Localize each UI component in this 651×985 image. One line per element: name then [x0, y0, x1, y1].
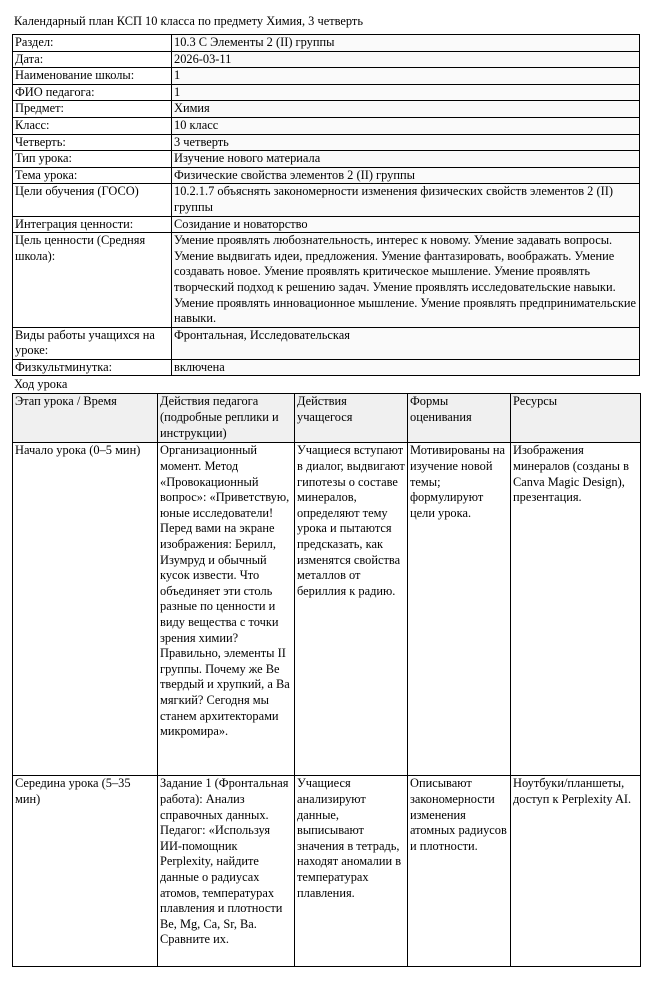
assessment-cell: Описывают закономерности изменения атомных радиусов и плотности. [408, 776, 511, 967]
table-row [13, 776, 641, 967]
info-row [13, 68, 640, 85]
stage-cell: Начало урока (0–5 мин) [13, 443, 158, 776]
column-header: Действия учащегося [295, 394, 408, 443]
info-label: Цели обучения (ГОСО) [13, 184, 172, 216]
info-row [13, 327, 640, 359]
teacher-actions-cell: Организационный момент. Метод «Провокационный вопрос»: «Приветствую, юные исследователи! Перед вами на экране изображения: Берилл, Изумруд и обычный кусок извести. Что объединяет эти столь разные по ценности и виду вещества с точки зрения химии? Правильно, элементы II группы. Почему же Be твердый и хрупкий, а Ba мягкий? Сегодня мы станем архитекторами микромира». [158, 443, 295, 776]
info-row [13, 35, 640, 52]
info-value: 10 класс [172, 117, 640, 134]
info-row [13, 167, 640, 184]
info-label: Четверть: [13, 134, 172, 151]
lesson-info-table [12, 34, 640, 376]
stage-cell: Середина урока (5–35 мин) [13, 776, 158, 967]
info-value: Химия [172, 101, 640, 118]
info-label: Предмет: [13, 101, 172, 118]
info-label: Виды работы учащихся на уроке: [13, 327, 172, 359]
info-value: 3 четверть [172, 134, 640, 151]
info-label: Дата: [13, 51, 172, 68]
info-label: Наименование школы: [13, 68, 172, 85]
info-row [13, 51, 640, 68]
info-row [13, 117, 640, 134]
section-title: Ход урока [14, 377, 68, 392]
info-row [13, 84, 640, 101]
info-row [13, 184, 640, 216]
document-page [12, 12, 640, 967]
info-label: Раздел: [13, 35, 172, 52]
info-value: 1 [172, 68, 640, 85]
info-row [13, 101, 640, 118]
info-value: включена [172, 359, 640, 376]
info-row [13, 233, 640, 328]
info-label: Цель ценности (Средняя школа): [13, 233, 172, 328]
student-actions-cell: Учащиеся анализируют данные, выписывают значения в тетрадь, находят аномалии в температурах плавления. [295, 776, 408, 967]
info-label: Интеграция ценности: [13, 216, 172, 233]
info-row [13, 151, 640, 168]
info-value: 10.3 С Элементы 2 (II) группы [172, 35, 640, 52]
column-header: Ресурсы [511, 394, 641, 443]
info-value: 10.2.1.7 объяснять закономерности изменения физических свойств элементов 2 (II) группы [172, 184, 640, 216]
info-value: Фронтальная, Исследовательская [172, 327, 640, 359]
info-value: Физические свойства элементов 2 (II) группы [172, 167, 640, 184]
info-label: ФИО педагога: [13, 84, 172, 101]
column-header: Действия педагога (подробные реплики и инструкции) [158, 394, 295, 443]
teacher-actions-cell: Задание 1 (Фронтальная работа): Анализ справочных данных. Педагог: «Используя ИИ-помощник Perplexity, найдите данные о радиусах атомов, температурах плавления и плотности Be, Mg, Ca, Sr, Ba. Сравните их. [158, 776, 295, 967]
info-row [13, 216, 640, 233]
info-label: Тип урока: [13, 151, 172, 168]
resources-cell: Ноутбуки/планшеты, доступ к Perplexity AI. [511, 776, 641, 967]
info-label: Физкультминутка: [13, 359, 172, 376]
table-row [13, 443, 641, 776]
column-header: Этап урока / Время [13, 394, 158, 443]
info-value: Изучение нового материала [172, 151, 640, 168]
table-header-row [13, 394, 641, 443]
resources-cell: Изображения минералов (созданы в Canva Magic Design), презентация. [511, 443, 641, 776]
info-value: 2026-03-11 [172, 51, 640, 68]
info-value: Умение проявлять любознательность, интерес к новому. Умение задавать вопросы. Умение выдвигать идеи, предложения. Умение фантазировать, воображать. Умение создавать новое. Умение проявлять критическое мышление. Умение проявлять творческий подход к решению задач. Умение проявлять исследовательские навыки. Умение проявлять инновационное мышление. Умение проявлять предпринимательские навыки. [172, 233, 640, 328]
info-row [13, 359, 640, 376]
column-header: Формы оценивания [408, 394, 511, 443]
assessment-cell: Мотивированы на изучение новой темы; формулируют цели урока. [408, 443, 511, 776]
info-label: Класс: [13, 117, 172, 134]
info-value: Созидание и новаторство [172, 216, 640, 233]
student-actions-cell: Учащиеся вступают в диалог, выдвигают гипотезы о составе минералов, определяют тему урока и пытаются предсказать, как изменятся свойства металлов от бериллия к радию. [295, 443, 408, 776]
document-title: Календарный план КСП 10 класса по предмету Химия, 3 четверть [14, 14, 363, 28]
info-row [13, 134, 640, 151]
lesson-plan-table [12, 393, 641, 967]
info-value: 1 [172, 84, 640, 101]
info-label: Тема урока: [13, 167, 172, 184]
